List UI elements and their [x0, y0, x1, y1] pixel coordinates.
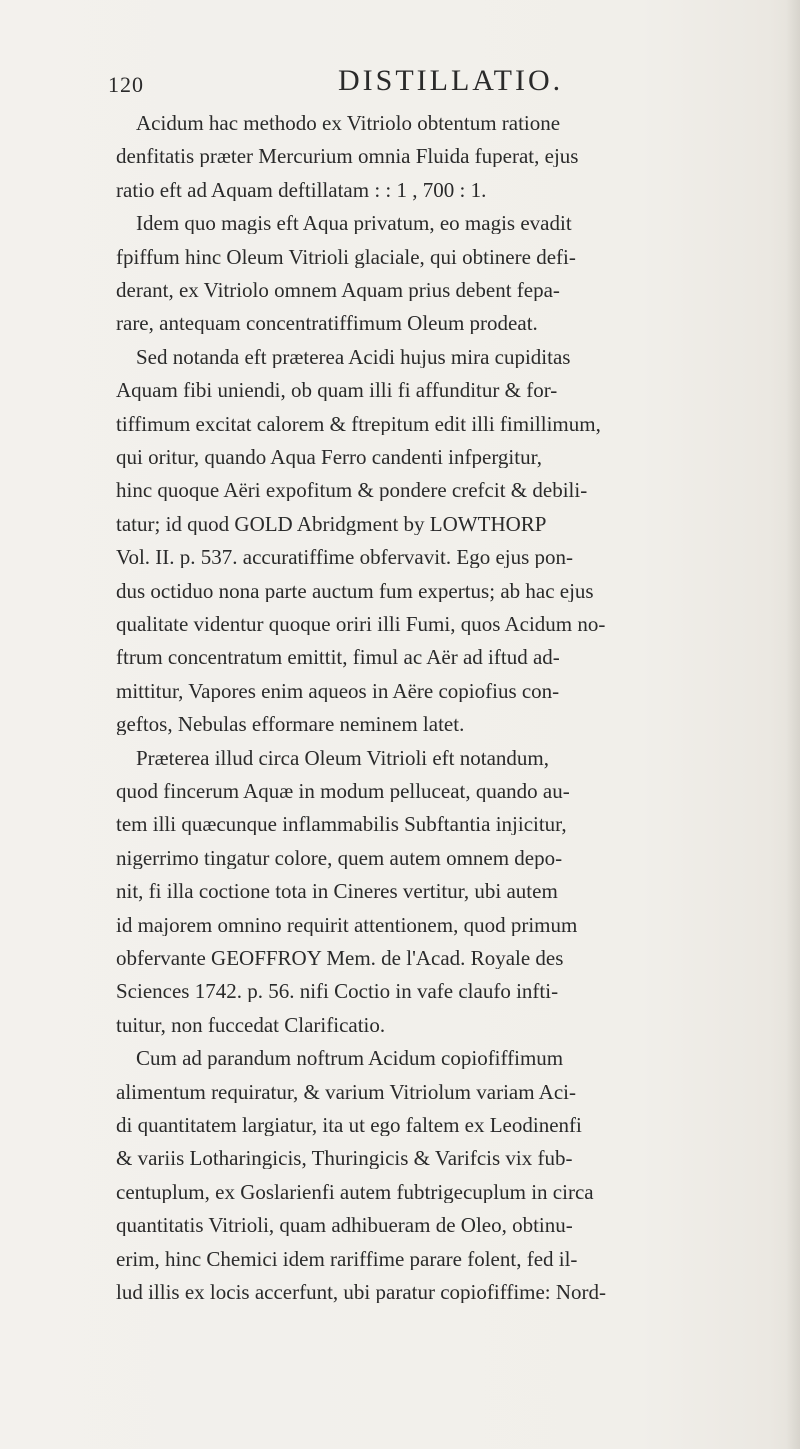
text-line: tiffimum excitat calorem & ftrepitum edit illi fimillimum,	[116, 412, 601, 435]
text-line: qualitate videntur quoque oriri illi Fumi, quos Acidum no-	[116, 613, 606, 635]
text-line: quod fincerum Aquæ in modum pelluceat, quando au-	[116, 780, 570, 802]
text-line: quantitatis Vitrioli, quam adhibueram de Oleo, obtinu-	[116, 1214, 573, 1237]
text-line: id majorem omnino requirit attentionem, quod primum	[116, 913, 578, 936]
text-line: Acidum hac methodo ex Vitriolo obtentum ratione	[136, 112, 561, 134]
text-line: Sciences 1742. p. 56. nifi Coctio in vafe claufo infti-	[116, 980, 559, 1003]
text-line: Aquam fibi uniendi, ob quam illi fi affunditur & for-	[116, 379, 558, 402]
text-line: Idem quo magis eft Aqua privatum, eo magis evadit	[136, 212, 572, 235]
text-line: hinc quoque Aëri expofitum & pondere crefcit & debili-	[116, 479, 588, 502]
text-line: centuplum, ex Goslarienfi autem fubtrigecuplum in circa	[116, 1180, 594, 1203]
text-line: lud illis ex locis accerfunt, ubi paratur copiofiffime: Nord-	[116, 1281, 607, 1303]
text-line: Vol. II. p. 537. accuratiffime obfervavit. Ego ejus pon-	[116, 546, 574, 569]
text-line: geftos, Nebulas efformare neminem latet.	[116, 713, 465, 736]
text-line: erim, hinc Chemici idem rariffime parare folent, fed il-	[116, 1247, 578, 1270]
text-line: Sed notanda eft præterea Acidi hujus mira cupiditas	[136, 345, 571, 368]
text-line: qui oritur, quando Aqua Ferro candenti infpergitur,	[116, 446, 542, 468]
running-head: DISTILLATIO.	[338, 64, 564, 97]
text-line: mittitur, Vapores enim aqueos in Aëre copiofius con-	[116, 679, 560, 702]
text-line: nit, fi illa coctione tota in Cineres vertitur, ubi autem	[116, 880, 558, 903]
page-header	[108, 64, 588, 104]
page-number: 120	[108, 72, 144, 97]
text-line: tatur; id quod GOLD Abridgment by LOWTHORP	[116, 512, 547, 535]
text-line: fpiffum hinc Oleum Vitrioli glaciale, qui obtinere defi-	[116, 245, 576, 268]
text-line: ratio eft ad Aquam deftillatam : : 1 , 700 : 1.	[116, 178, 487, 201]
text-line: tuitur, non fuccedat Clarificatio.	[116, 1013, 386, 1036]
text-line: & variis Lotharingicis, Thuringicis & Varifcis vix fub-	[116, 1147, 573, 1170]
text-line: derant, ex Vitriolo omnem Aquam prius debent fepa-	[116, 279, 560, 301]
text-line: obfervante GEOFFROY Mem. de l'Acad. Royale des	[116, 947, 564, 969]
text-line: di quantitatem largiatur, ita ut ego faltem ex Leodinenfi	[116, 1114, 582, 1136]
text-line: Cum ad parandum noftrum Acidum copiofiffimum	[136, 1047, 564, 1070]
text-line: alimentum requiratur, & varium Vitriolum variam Aci-	[116, 1080, 576, 1103]
text-line: rare, antequam concentratiffimum Oleum prodeat.	[116, 312, 538, 335]
text-line: ftrum concentratum emittit, fimul ac Aër ad iftud ad-	[116, 646, 560, 669]
text-line: tem illi quæcunque inflammabilis Subftantia injicitur,	[116, 813, 567, 836]
text-line: Præterea illud circa Oleum Vitrioli eft notandum,	[136, 746, 549, 769]
text-line: dus octiduo nona parte auctum fum expertus; ab hac ejus	[116, 579, 594, 602]
text-line: nigerrimo tingatur colore, quem autem omnem depo-	[116, 846, 563, 869]
text-line: denfitatis præter Mercurium omnia Fluida fuperat, ejus	[116, 145, 579, 168]
